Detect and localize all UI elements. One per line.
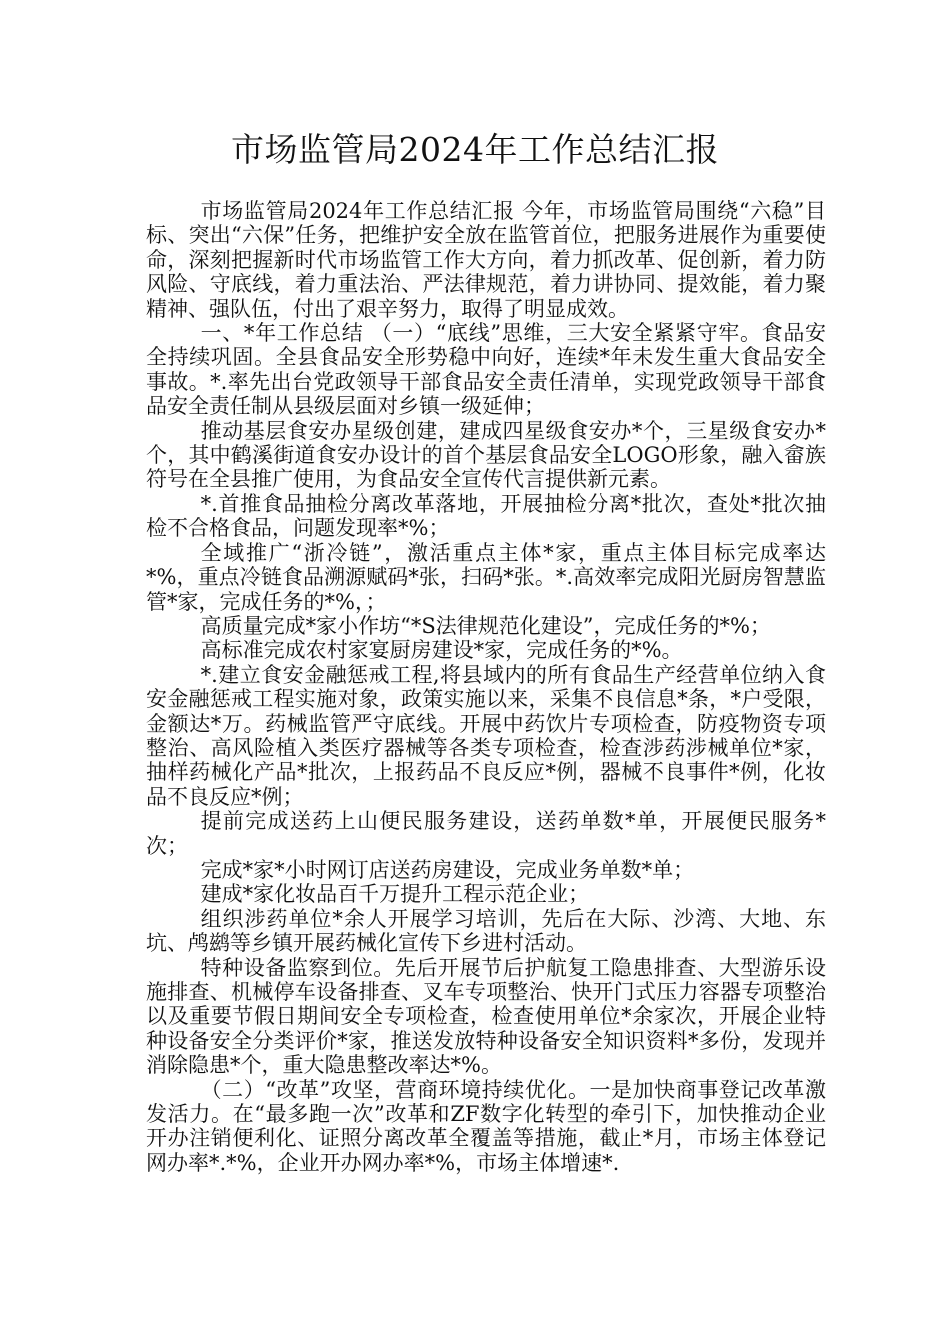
paragraph-cosmetics: 建成*家化妆品百千万提升工程示范企业； <box>200 882 590 907</box>
document-body <box>146 199 826 1175</box>
paragraph-star-rating: 推动基层食安办星级创建，建成四星级食安办*个，三星级食安办*个，其中鹤溪街道食安办设计的首个基层食品安全LOGO形象，融入畲族符号在全县推广使用，为食品安全宣传代言提供新元素。 <box>146 418 826 492</box>
paragraph-cold-chain: 全域推广“浙冷链”，激活重点主体*家，重点主体目标完成率达*%，重点冷链食品溯源赋码*张，扫码*张。*.高效率完成阳光厨房智慧监管*家，完成任务的*%，； <box>146 540 826 614</box>
paragraph-sampling: *.首推食品抽检分离改革落地，开展抽检分离*批次，查处*批次抽检不合格食品，问题发现率*%； <box>146 491 826 541</box>
paragraph-special-equipment: 特种设备监察到位。先后开展节后护航复工隐患排查、大型游乐设施排查、机械停车设备排查、叉车专项整治、快开门式压力容器专项整治以及重要节假日期间安全专项检查，检查使用单位*余家次，开展企业特种设备安全分类评价*家，推送发放特种设备安全知识资料*多份，发现并消除隐患*个，重大隐患整改率达*%。 <box>146 955 826 1078</box>
document-title: 市场监管局2024年工作总结汇报 <box>231 130 719 169</box>
paragraph-online-pharmacy: 完成*家*小时网订店送药房建设，完成业务单数*单； <box>200 857 695 882</box>
paragraph-rural-kitchen: 高标准完成农村家宴厨房建设*家，完成任务的*%。 <box>200 638 683 663</box>
paragraph-reform: （二）“改革”攻坚，营商环境持续优化。一是加快商事登记改革激发活力。在“最多跑一次”改革和ZF数字化转型的牵引下，加快推动企业开办注销便利化、证照分离改革全覆盖等措施，截止*月，市场主体登记网办率*.*%，企业开办网办率*%，市场主体增速*. <box>146 1077 826 1175</box>
paragraph-intro: 市场监管局2024年工作总结汇报 今年，市场监管局围绕“六稳”目标、突出“六保”任务，把维护安全放在监管首位，把服务进展作为重要使命，深刻把握新时代市场监管工作大方向，着力抓改革、促创新，着力防风险、守底线，着力重法治、严法律规范，着力讲协同、提效能，着力聚精神、强队伍，付出了艰辛努力，取得了明显成效。 <box>146 199 826 321</box>
paragraph-food-safety: 一、*年工作总结 （一）“底线”思维，三大安全紧紧守牢。食品安全持续巩固。全县食品安全形势稳中向好，连续*年未发生重大食品安全事故。*.率先出台党政领导干部食品安全责任清单，实现党政领导干部食品安全责任制从县级层面对乡镇一级延伸； <box>146 321 826 419</box>
paragraph-workshop: 高质量完成*家小作坊“*S法律规范化建设”，完成任务的*%； <box>200 613 771 638</box>
paragraph-medicine-delivery: 提前完成送药上山便民服务建设，送药单数*单，开展便民服务*次； <box>146 809 826 858</box>
paragraph-training: 组织涉药单位*余人开展学习培训，先后在大际、沙湾、大地、东坑、鸬鹚等乡镇开展药械化宣传下乡进村活动。 <box>146 906 826 956</box>
paragraph-financial-penalty: *.建立食安金融惩戒工程,将县域内的所有食品生产经营单位纳入食安金融惩戒工程实施对象，政策实施以来，采集不良信息*条，*户受限，金额达*万。药械监管严守底线。开展中药饮片专项检查，防疫物资专项整治、高风险植入类医疗器械等各类专项检查，检查涉药涉械单位*家，抽样药械化产品*批次，上报药品不良反应*例，器械不良事件*例，化妆品不良反应*例； <box>146 662 826 809</box>
